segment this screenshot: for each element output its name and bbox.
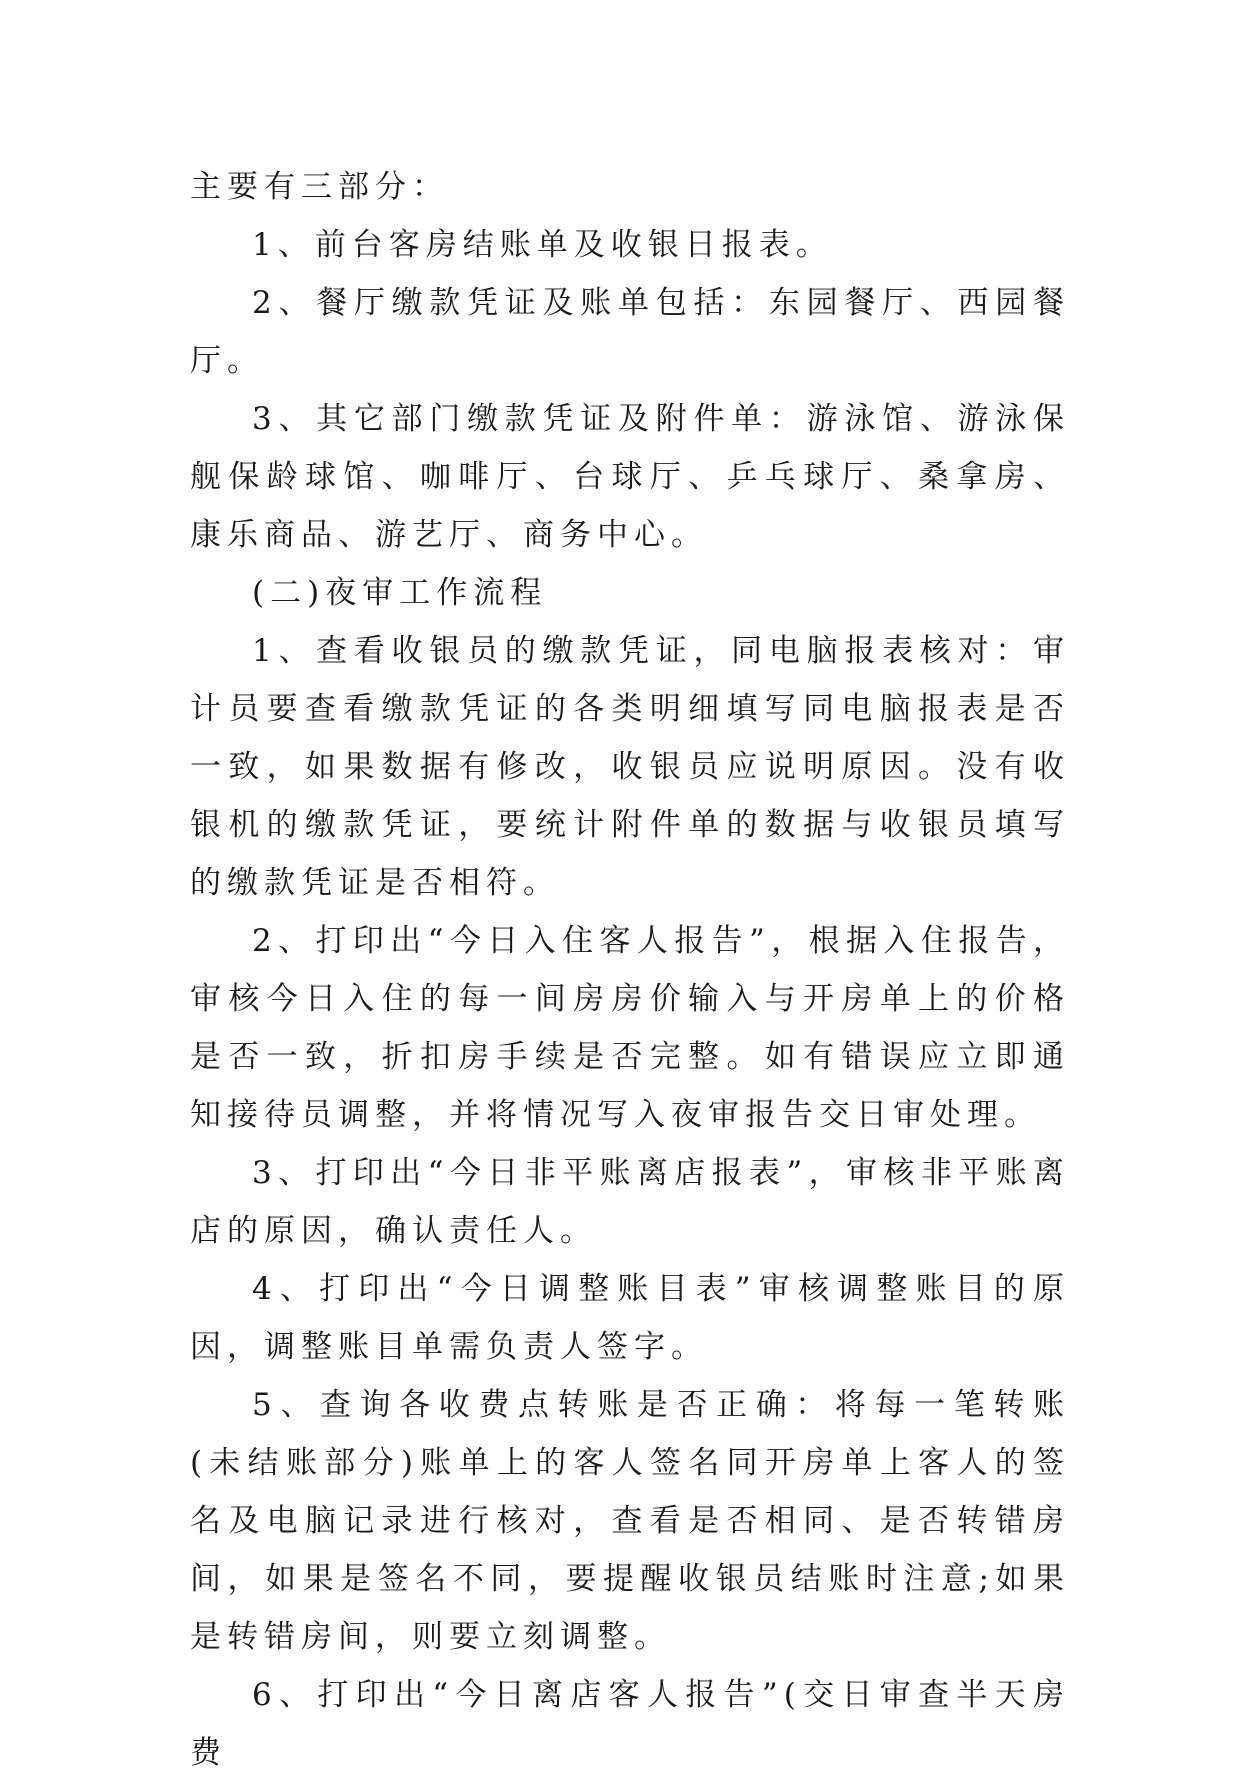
paragraph-step-1: 1、查看收银员的缴款凭证，同电脑报表核对：审计员要查看缴款凭证的各类明细填写同电脑报表是否一致，如果数据有修改，收银员应说明原因。没有收银机的缴款凭证，要统计附件单的数据与收银员填写的缴款凭证是否相符。 [190,633,1070,901]
paragraph-step-5: 5、查询各收费点转账是否正确：将每一笔转账(未结账部分)账单上的客人签名同开房单上客人的签名及电脑记录进行核对，查看是否相同、是否转错房间，如果是签名不同，要提醒收银员结账时注意;如果是转错房间，则要立刻调整。 [190,1387,1070,1655]
paragraph-step-2: 2、打印出“今日入住客人报告”，根据入住报告，审核今日入住的每一间房房价输入与开房单上的价格是否一致，折扣房手续是否完整。如有错误应立即通知接待员调整，并将情况写入夜审报告交日审处理。 [190,923,1070,1133]
paragraph-step-6: 6、打印出“今日离店客人报告”(交日审查半天房费 [190,1677,1070,1771]
paragraph-item-1: 1、前台客房结账单及收银日报表。 [252,227,833,263]
paragraph-item-3: 3、其它部门缴款凭证及附件单：游泳馆、游泳保舰保龄球馆、咖啡厅、台球厅、乒乓球厅、桑拿房、康乐商品、游艺厅、商务中心。 [190,401,1070,553]
paragraph-item-2: 2、餐厅缴款凭证及账单包括：东园餐厅、西园餐厅。 [190,285,1070,379]
document-body [190,158,1070,1782]
paragraph-intro: 主要有三部分： [190,169,449,205]
paragraph-step-3: 3、打印出“今日非平账离店报表”，审核非平账离店的原因，确认责任人。 [190,1155,1070,1249]
paragraph-step-4: 4、打印出“今日调整账目表”审核调整账目的原因，调整账目单需负责人签字。 [190,1271,1070,1365]
section-heading: (二)夜审工作流程 [252,575,548,611]
